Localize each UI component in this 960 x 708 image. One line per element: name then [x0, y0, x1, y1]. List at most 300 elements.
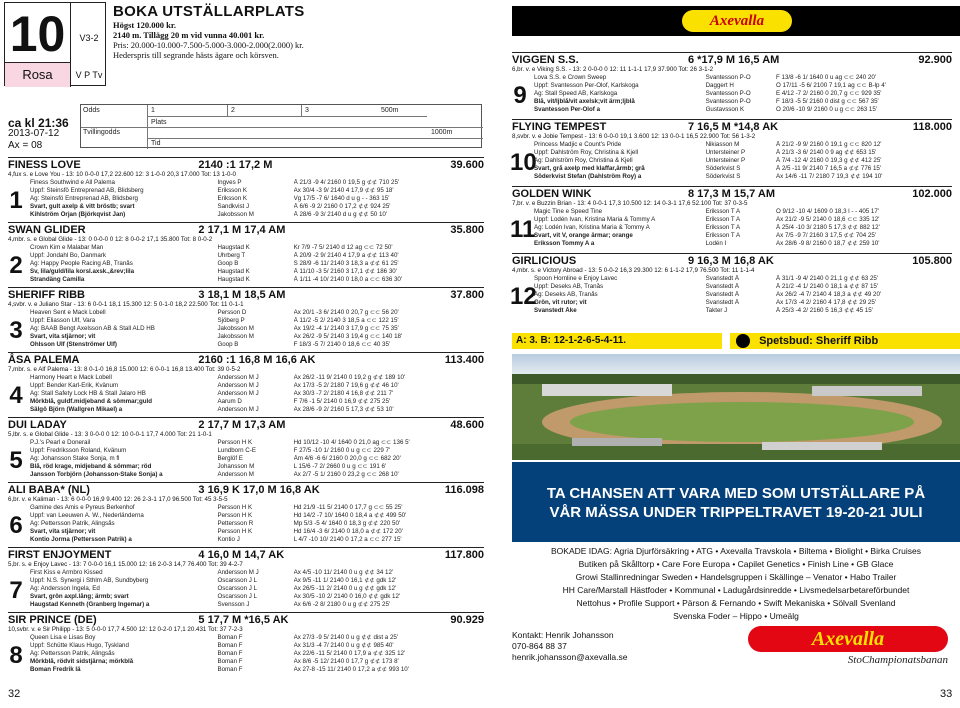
horse-pedigree: 10,svbr. v. e Sir Philipp - 13: 5 0-0-0 17,7 4.500 12: 12 0-2-0 17,1 20.431 Tot: 37 7-2-3 [8, 626, 243, 633]
start-driver: Söderkvist S [705, 173, 741, 180]
start-driver: Svanstedt Å [705, 283, 739, 290]
horse-info-line: Uppf: Lodén Ivan, Kristina Maria & Tommy A [534, 216, 656, 223]
horse-earnings: 37.800 [450, 289, 484, 301]
legend-tid: Tid [151, 140, 161, 147]
start-driver: Persson H K [217, 504, 253, 511]
banner-line-2: VÅR MÄSSA UNDER TRIPPELTRAVET 19-20-21 JULI [549, 504, 923, 521]
horse-info-line: Uppf: Deseks AB, Tranås [534, 283, 604, 290]
horse-start-number: 12 [510, 283, 537, 310]
start-driver: Lundborn C-E [217, 447, 256, 454]
start-driver: Eriksson T A [705, 224, 741, 231]
racetrack-photo [512, 354, 960, 460]
legend-c1: 1 [151, 107, 155, 114]
start-driver: Haugstad K [217, 268, 250, 275]
horse-trainer: Boman Fredrik lä [30, 666, 81, 673]
expo-line: BOKADE IDAG: Agria Djurförsäkring • ATG • Axevalla Travskola • Biltema • Biolight • Birka Cruises [551, 546, 921, 556]
horse-odds: 3 16,9 K 17,0 M 16,8 AK [198, 484, 320, 496]
horse-info-line: Äg: BAAB Bengt Axelsson AB & Stall ALD HB [30, 325, 155, 332]
start-time: ca kl 21:36 [8, 116, 69, 130]
horse-pedigree: 4,svbr. v. e Juliano Star - 13: 6 0-0-1 18,1 15.300 12: 5 0-1-0 18,2 22.500 Tot: 11 0-1-1 [8, 301, 244, 308]
race-line-4: Hederspris till segrande hästs ägare och körsven. [113, 50, 279, 60]
start-result: Ax 30/3 -7 2/ 2180 4 16,8 ⊄⊄ 211 7' [293, 390, 394, 397]
horse-name: SWAN GLIDER [8, 224, 86, 236]
horse-trainer: Ohlsson Ulf (Stenströmer Ulf) [30, 341, 117, 348]
start-driver: Boman F [217, 666, 243, 673]
start-result: Ax 26/2 -4 7/ 2140 4 18,3 a ⊄⊄ 49 20' [776, 291, 882, 298]
start-result: Hd 10/12 -10 4/ 1640 0 21,0 ag ⊂⊂ 136 5' [293, 439, 410, 446]
start-driver: Jakobsson M [217, 325, 254, 332]
horse-name: SHERIFF RIBB [8, 289, 85, 301]
horse-trainer: Kihlström Örjan (Björkqvist Jan) [30, 211, 126, 218]
race-number: 10 [5, 3, 71, 63]
start-result: Ax 17/3 -4 2/ 2160 4 17,8 ⊄⊄ 29 25' [776, 299, 876, 306]
start-driver: Boman F [217, 634, 243, 641]
start-driver: Untersteiner P [705, 149, 746, 156]
race-title: BOKA UTSTÄLLARPLATS [113, 3, 305, 20]
start-driver: Eriksson T A [705, 208, 741, 215]
start-result: Ö 9/12 -10 4/ 1609 0 18,3 l - - 405 17' [776, 208, 880, 215]
horse-entry [8, 157, 484, 222]
horse-pedigree: 6,br. v. e Kaliman - 13: 6 0-0-0 16,9 9.400 12: 26 2-3-1 17,0 96.500 Tot: 45 3-5-5 [8, 496, 228, 503]
horse-divider [512, 253, 952, 254]
expo-line: Svenska Foder – Hippo • Umeälg [673, 611, 799, 621]
horse-earnings: 113.400 [444, 354, 484, 366]
horse-earnings: 39.600 [450, 159, 484, 171]
start-driver: Goop B [217, 341, 239, 348]
horse-earnings: 105.800 [912, 255, 952, 267]
start-result: Å 31/1 -9 4/ 2140 0 21,1 g ⊄⊄ 63 25' [776, 275, 879, 282]
horse-info-line: Äg: Stall Speed AB, Karlskoga [534, 90, 618, 97]
start-driver: Andersson M [217, 471, 254, 478]
start-result: F 7/6 -1 5/ 2140 0 16,9 ⊄⊄ 275 25' [293, 398, 391, 405]
horse-divider [8, 417, 484, 418]
horse-info-line: Magic Tine e Speed Tine [534, 208, 603, 215]
horse-start-number: 8 [9, 642, 23, 669]
horse-info-line: Äg: Johansson Stake Sonja, m fl [30, 455, 120, 462]
horse-pedigree: 8,svbr. v. e Jobie Tempest - 13: 6 0-0-0 19,1 3.600 12: 13 0-0-1 16,5 22.900 Tot: 56 1-3-2 [512, 133, 756, 140]
horse-earnings: 90.929 [450, 614, 484, 626]
start-result: Å 6/6 -9 2/ 2160 0 17,2 ⊄⊄ 924 25' [293, 203, 391, 210]
start-result: Vg 17/5 -7 6/ 1640 d u g - - 363 15' [293, 195, 390, 202]
horse-info-line: Äg: Andersson Ingela, Ed [30, 585, 100, 592]
banner-line-1: TA CHANSEN ATT VARA MED SOM UTSTÄLLARE PÅ [546, 485, 926, 502]
horse-start-number: 3 [9, 317, 23, 344]
start-result: Å 20/9 -2 9/ 2140 4 17,9 a ⊄⊄ 113 40' [293, 252, 399, 259]
ab-picks: A: 3. B: 12-1-2-6-5-4-11. [512, 333, 722, 349]
start-driver: Daggert H [705, 82, 734, 89]
page-number-left: 32 [8, 688, 21, 700]
expo-line: Growi Stallinredningar Sweden • Handelsgruppen i Skällinge – Venator • Habo Trailer [575, 572, 897, 582]
horse-info-line: Äg: Dahlström Roy, Christina & Kjell [534, 157, 633, 164]
horse-info-line: P.J.'s Pearl e Donerail [30, 439, 91, 446]
exhibitor-banner [512, 462, 960, 542]
axevalla-logo-bottom [748, 626, 948, 676]
horse-info-line: Uppf: Bender Karl-Erik, Kvänum [30, 382, 119, 389]
horse-name: GOLDEN WINK [512, 188, 592, 200]
start-result: Å 1/11 -4 10/ 2140 0 18,0 a ⊂⊂ 636 30' [293, 276, 403, 283]
horse-info-line: Uppf: N.S. Synergi i Sthlm AB, Sundbyberg [30, 577, 149, 584]
start-result: Å 21/2 -9 9/ 2160 0 19,1 g ⊂⊂ 820 12' [776, 141, 882, 148]
contact-phone[interactable]: 070-864 88 37 [512, 641, 567, 651]
horse-earnings: 102.000 [912, 188, 952, 200]
start-result: Å 2/5 -11 9/ 2140 7 16,5 a ⊄⊄ 776 15' [776, 165, 882, 172]
contact-email[interactable]: henrik.johansson@axevalla.se [512, 652, 628, 662]
start-result: F 13/8 -6 1/ 1640 0 u ag ⊂⊂ 240 20' [776, 74, 876, 81]
horse-info-line: Svart, gult axelp & vitt bröstb; svart [30, 203, 135, 210]
horse-start-number: 7 [9, 577, 23, 604]
expo-line: HH Care/Marstall Hästfoder • Kommunal • Ladugårdsinredde • Livsmedelsarbetareförbundet [562, 585, 910, 595]
horse-entry [512, 52, 952, 119]
start-driver: Aarum D [217, 398, 242, 405]
start-driver: Jakobsson M [217, 211, 254, 218]
horse-info-line: Svart, vit V, orange ärmar; orange [534, 232, 633, 239]
start-result: Ax 8/6 -5 12/ 2140 0 17,7 g ⊄⊄ 173 8' [293, 658, 399, 665]
horse-trainer: Kontio Jorma (Pettersson Patrik) a [30, 536, 132, 543]
spetsbud [730, 333, 960, 349]
horse-earnings: 117.800 [444, 549, 484, 561]
start-result: L 4/7 -10 10/ 2140 0 17,2 a ⊂⊂ 277 15' [293, 536, 402, 543]
horse-info-line: Uppf: van Leeuwen A. W., Nederländerna [30, 512, 144, 519]
start-driver: Andersson M J [217, 374, 259, 381]
start-driver: Persson H K [217, 512, 253, 519]
horse-pedigree: 4,mbr. s. e Victory Abroad - 13: 5 0-0-2 16,3 29.300 12: 6 1-1-2 17,9 76.500 Tot: 11 1-1-4 [512, 267, 755, 274]
axevalla-logo: Axevalla [682, 10, 792, 32]
expo-line: Butiken på Skålltorp • Care Fore Europa • Capilet Genetics • Finish Line • GB Glace [578, 559, 894, 569]
race-line-2: 2140 m. Tillägg 20 m vid vunna 40.001 kr. [113, 30, 265, 40]
horse-entry [8, 287, 484, 352]
start-result: Ax 22/6 -11 5/ 2140 0 17,9 a ⊄⊄ 325 12' [293, 650, 406, 657]
start-result: F 27/5 -10 1/ 2160 0 u g ⊂⊂ 229 7' [293, 447, 391, 454]
start-result: S 28/9 -6 11/ 2140 3 18,3 a ⊄⊄ 61 25' [293, 260, 399, 267]
start-result: Å 11/2 -5 2/ 2140 3 18,5 a ⊂⊂ 122 15' [293, 317, 399, 324]
start-result: Å 21/2 -4 1/ 2140 0 18,1 a ⊄⊄ 87 15' [776, 283, 879, 290]
start-driver: Haugstad K [217, 244, 250, 251]
horse-info-line: Harmony Heart e Mack Lobell [30, 374, 112, 381]
start-driver: Svensson J [217, 601, 250, 608]
horse-info-line: Äg: Lodén Ivan, Kristina Maria & Tommy A [534, 224, 650, 231]
start-result: F 18/3 -5 7/ 2140 0 18,6 ⊂⊂ 40 35' [293, 341, 391, 348]
horse-name: SIR PRINCE (DE) [8, 614, 97, 626]
horse-pedigree: 4,fux s. e Love You - 13: 10 0-0-0 17,2 22.600 12: 3 1-0-0 20,3 17.000 Tot: 13 1-0-0 [8, 171, 236, 178]
horse-entry [512, 119, 952, 186]
start-driver: Oscarsson J L [217, 585, 257, 592]
horse-info-line: Svart, vita stjärnor; vit [30, 333, 96, 340]
horse-info-line: Uppf: Steinsfö Entreprenad AB, Blidsberg [30, 187, 144, 194]
horse-start-number: 6 [9, 512, 23, 539]
horse-trainer: Strandäng Camilla [30, 276, 85, 283]
horse-start-number: 4 [9, 382, 23, 409]
horse-info-line: Svart, grön axpl.lång; ärmb; svart [30, 593, 129, 600]
start-driver: Gustavsson K [705, 106, 745, 113]
horse-info-line: Blå, röd krage, midjeband & sömmar; röd [30, 463, 152, 470]
start-driver: Eriksson K [217, 195, 248, 202]
start-driver: Ingves P [217, 179, 242, 186]
start-driver: Jakobsson M [217, 333, 254, 340]
start-driver: Lodén I [705, 240, 727, 247]
horse-trainer: Eriksson Tommy A a [534, 240, 595, 247]
horse-earnings: 35.800 [450, 224, 484, 236]
horse-info-line: Blå, vit/ljblå/vit axelsk;vit ärm;ljblå [534, 98, 635, 105]
start-result: L 15/6 -7 2/ 2660 0 u g ⊂⊂ 191 6' [293, 463, 387, 470]
start-result: Ax 17/3 -5 2/ 2180 7 19,6 g ⊄⊄ 46 10' [293, 382, 399, 389]
legend-tvilling: Tvillingodds [83, 129, 120, 136]
start-result: Ax 6/6 -2 8/ 2180 0 u g ⊄⊄ 275 25' [293, 601, 391, 608]
horse-odds: 2160 :1 16,8 M 16,6 AK [198, 354, 316, 366]
start-result: Ax 28/6 -9 8/ 2160 0 18,7 ⊄⊄ 259 10' [776, 240, 880, 247]
start-driver: Sjöberg P [217, 317, 245, 324]
start-driver: Svanstedt Å [705, 291, 739, 298]
horse-divider [8, 222, 484, 223]
start-driver: Berglöf E [217, 455, 243, 462]
start-result: Åm 4/6 -6 6/ 2160 0 20,0 g ⊂⊂ 682 20' [293, 455, 401, 462]
spetsbud-text: Spetsbud: Sheriff Ribb [759, 335, 879, 347]
horse-divider [512, 52, 952, 53]
horse-pedigree: 7,br. v. e Buzzin Brian - 13: 4 0-0-1 17,3 10.500 12: 14 0-3-1 17,6 52.100 Tot: 37 0-3-5 [512, 200, 748, 207]
start-result: Ax 26/2 -11 9/ 2140 0 19,2 g ⊄⊄ 189 10' [293, 374, 406, 381]
start-result: Hd 21/9 -11 5/ 2140 0 17,7 g ⊂⊂ 55 25' [293, 504, 403, 511]
start-driver: Andersson M J [217, 382, 259, 389]
start-result: F 18/3 -5 5/ 2160 0 dist g ⊂⊂ 567 35' [776, 98, 879, 105]
start-result: Å 21/3 -9 4/ 2160 0 19,5 g ⊄⊄ 710 25' [293, 179, 400, 186]
horse-info-line: Äg: Steinsfö Entreprenad AB, Blidsberg [30, 195, 139, 202]
horse-info-line: Sv, lila/guld/lila korsl.axsk.,&rev;lila [30, 268, 135, 275]
horse-divider [8, 612, 484, 613]
horse-info-line: Äg: Stall Safety Lock HB & Stall Jalaro HB [30, 390, 146, 397]
horse-name: ALI BABA* (NL) [8, 484, 90, 496]
start-result: Ö 20/6 -10 9/ 2160 0 u g ⊂⊂ 263 15' [776, 106, 877, 113]
horse-earnings: 92.900 [918, 54, 952, 66]
horse-earnings: 48.600 [450, 419, 484, 431]
start-result: Ax 14/6 -11 7/ 2180 7 19,3 ⊄⊄ 194 10' [776, 173, 883, 180]
horse-info-line: Heaven Sent e Mack Lobell [30, 309, 106, 316]
horse-name: ÅSA PALEMA [8, 354, 80, 366]
start-driver: Boman F [217, 650, 243, 657]
horse-info-line: Lova S.S. e Crown Sweep [534, 74, 607, 81]
horse-info-line: Uppf: Eliasson Ulf, Vara [30, 317, 96, 324]
horse-divider [512, 186, 952, 187]
contact-name: Kontakt: Henrik Johansson [512, 630, 614, 640]
horse-info-line: Uppf: Schütte Klaus Hugo, Tyskland [30, 642, 129, 649]
horse-entry [8, 352, 484, 417]
horse-info-line: Princess Madjic e Count's Pride [534, 141, 622, 148]
horse-odds: 2140 :1 17,2 M [198, 159, 273, 171]
horse-name: FINESS LOVE [8, 159, 81, 171]
horse-odds: 2 17,7 M 17,3 AM [198, 419, 286, 431]
horse-info-line: Grön, vit rutor; vit [534, 299, 587, 306]
horse-info-line: Gamine des Amis e Pyreus Berkenhof [30, 504, 135, 511]
start-driver: Svanstedt Å [705, 275, 739, 282]
start-driver: Sandkvist J [217, 203, 250, 210]
start-driver: Oscarsson J L [217, 593, 257, 600]
horse-odds: 8 17,3 M 15,7 AM [688, 188, 776, 200]
horse-pedigree: 6,br. v. e Viking S.S. - 13: 2 0-0-0 0 12: 11 1-1-1 17,9 37.900 Tot: 26 3-1-2 [512, 66, 714, 73]
start-driver: Svantesson P-O [705, 98, 751, 105]
horse-info-line: Äg: Happy People Racing AB, Tranås [30, 260, 133, 267]
horse-pedigree: 5,lbr. s. e Global Glide - 13: 3 0-0-0 0 12: 10 0-0-1 17,7 4.000 Tot: 21 1-0-1 [8, 431, 212, 438]
logo2-text: Axevalla [748, 626, 948, 652]
start-result: Ax 4/5 -10 11/ 2140 0 u g ⊄⊄ 34 12' [293, 569, 394, 576]
start-driver: Persson H K [217, 528, 253, 535]
horse-info-line: Uppf: Fredriksson Roland, Kvänum [30, 447, 127, 454]
start-result: Ax 31/3 -4 7/ 2140 0 u g ⊄⊄ 985 40' [293, 642, 394, 649]
horse-odds: 5 17,7 M *16,5 AK [198, 614, 289, 626]
horse-trainer: Svantesson Per-Olof a [534, 106, 601, 113]
horse-entry [8, 417, 484, 482]
horse-odds: 2 17,1 M 17,4 AM [198, 224, 286, 236]
horse-info-line: Uppf: Dahlström Roy, Christina & Kjell [534, 149, 639, 156]
horse-divider [8, 482, 484, 483]
legend-c2: 2 [231, 107, 235, 114]
start-result: Mp 5/3 -5 4/ 1640 0 18,3 g ⊄⊄ 220 50' [293, 520, 401, 527]
horse-name: FLYING TEMPEST [512, 121, 607, 133]
start-result: Ax 9/5 -11 1/ 2140 0 16,1 ⊄⊄ gdk 12' [293, 577, 397, 584]
start-result: Ax 30/4 -3 9/ 2140 4 17,9 ⊄⊄ 95 18' [293, 187, 394, 194]
start-driver: Söderkvist S [705, 165, 741, 172]
horse-divider [512, 119, 952, 120]
horse-name: VIGGEN S.S. [512, 54, 579, 66]
start-driver: Kontio J [217, 536, 240, 543]
horse-trainer: Haugstad Kenneth (Granberg Ingemar) a [30, 601, 150, 608]
start-driver: Johansson M [217, 463, 255, 470]
horse-name: FIRST ENJOYMENT [8, 549, 112, 561]
start-driver: Goop B [217, 260, 239, 267]
horse-pedigree: 5,br. s. e Enjoy Lavec - 13: 7 0-0-0 16,1 15.000 12: 16 2-0-3 14,7 76.400 Tot: 39 4-2-7 [8, 561, 243, 568]
start-result: Ax 2/7 -5 1/ 2160 0 23,2 g ⊂⊂ 268 10' [293, 471, 399, 478]
horse-info-line: Queen Lisa e Lisas Boy [30, 634, 96, 641]
start-result: Å 28/6 -9 3/ 2140 d u g ⊄⊄ 50 10' [293, 211, 388, 218]
tv-label: V P Tv [75, 70, 103, 80]
horse-odds: 9 16,3 M 16,8 AK [688, 255, 774, 267]
start-driver: Eriksson T A [705, 232, 741, 239]
horse-trainer: Svanstedt Åke [534, 307, 577, 314]
start-result: Hd 16/4 -3 6/ 2140 0 18,0 a ⊄⊄ 172 20' [293, 528, 403, 535]
horse-info-line: Uppf: Svantesson Per-Olof, Karlskoga [534, 82, 639, 89]
expo-line: Nettohus • Profile Support • Pärson & Fernando • Swift Mekaniska • Sölvall Svenland [576, 598, 896, 608]
start-driver: Pettersson R [217, 520, 254, 527]
start-result: Å 11/10 -3 5/ 2160 3 17,1 ⊄⊄ 186 30' [293, 268, 397, 275]
start-result: Å 21/3 -3 6/ 2140 0 9 ag ⊄⊄ 653 15' [776, 149, 877, 156]
start-result: Ax 26/2 -9 5/ 2140 3 19,4 g ⊂⊂ 140 18' [293, 333, 403, 340]
race-line-3: Pris: 20.000-10.000-7.500-5.000-3.000-2.000(2.000) kr. [113, 40, 304, 50]
legend-odds: Odds [83, 107, 100, 114]
horse-divider [8, 287, 484, 288]
horse-start-number: 2 [9, 252, 23, 279]
horse-info-line: Äg: Pettersson Patrik, Alingsås [30, 520, 115, 527]
start-result: Ax 30/5 -10 2/ 2140 0 16,0 ⊄⊄ gdk 12' [293, 593, 401, 600]
legend-500m: 500m [381, 107, 399, 114]
start-result: Ax 26/5 -11 2/ 2140 0 u g ⊄⊄ gdk 12' [293, 585, 397, 592]
horse-trainer: Jansson Torbjörn (Johansson-Stake Sonja) a [30, 471, 163, 478]
horse-info-line: First Kiss e Armbro Kissed [30, 569, 103, 576]
exhibitor-list [512, 545, 960, 623]
horse-start-number: 5 [9, 447, 23, 474]
race-header-box [4, 2, 106, 86]
start-driver: Boman F [217, 658, 243, 665]
logo2-subtitle: StoChampionatsbanan [847, 654, 948, 666]
contact-block [512, 630, 627, 663]
start-result: Ö 17/11 -5 6/ 2100 7 19,1 ag ⊂⊂ B-lp 4' [776, 82, 886, 89]
start-result: Kr 7/9 -7 5/ 2140 d 12 ag ⊂⊂ 72 50' [293, 244, 393, 251]
horse-name: DUI LADAY [8, 419, 67, 431]
start-driver: Haugstad K [217, 276, 250, 283]
start-result: Å 25/4 -10 3/ 2180 5 17,3 ⊄⊄ 882 12' [776, 224, 880, 231]
horse-divider [8, 157, 484, 158]
horse-info-line: Uppf: Jondahl Bo, Danmark [30, 252, 107, 259]
horse-trainer: Sälgö Björn (Wallgren Mikael) a [30, 406, 123, 413]
horse-info-line: Mörkblå, guldf.midjeband & sömmar;guld [30, 398, 153, 405]
race-line-1: Högst 120.000 kr. [113, 20, 176, 30]
legend-1000m: 1000m [431, 129, 453, 136]
horse-earnings: 116.098 [444, 484, 484, 496]
horse-odds: 6 *17,9 M 16,5 AM [688, 54, 780, 66]
horse-info-line: Svart, grå axelp med klaffar,ärmb; grå [534, 165, 645, 172]
horse-info-line: Crown Kim e Malabar Man [30, 244, 104, 251]
legend-box [80, 104, 482, 148]
start-driver: Eriksson K [217, 187, 248, 194]
start-result: Hd 14/2 -7 10/ 1640 0 18,4 a ⊄⊄ 499 50' [293, 512, 407, 519]
start-driver: Svantesson P-O [705, 74, 751, 81]
horse-trainer: Söderkvist Stefan (Dahlström Roy) a [534, 173, 642, 180]
legend-c3: 3 [305, 107, 309, 114]
start-driver: Eriksson T A [705, 216, 741, 223]
start-result: Ax 20/1 -3 6/ 2140 0 20,7 g ⊂⊂ 56 20' [293, 309, 399, 316]
track-code: Ax = 08 [8, 140, 43, 151]
color-name: Rosa [5, 63, 71, 87]
start-result: Å 7/4 -12 4/ 2160 0 19,3 g ⊄⊄ 412 25' [776, 157, 882, 164]
start-result: Ax 19/2 -4 1/ 2140 3 17,9 g ⊂⊂ 75 35' [293, 325, 399, 332]
start-result: E 4/12 -7 2/ 2160 0 20,7 g ⊂⊂ 929 35' [776, 90, 882, 97]
horse-entry [512, 186, 952, 253]
start-driver: Boman F [217, 642, 243, 649]
start-result: Å 25/3 -4 2/ 2160 5 16,3 ⊄⊄ 45 15' [776, 307, 873, 314]
horse-divider [8, 547, 484, 548]
start-result: Ax 7/5 -9 7/ 2160 3 17,5 ⊄⊄ 704 25' [776, 232, 876, 239]
spel-icon [736, 334, 750, 348]
horse-name: GIRLICIOUS [512, 255, 577, 267]
horse-start-number: 1 [9, 187, 23, 214]
horse-odds: 4 16,0 M 14,7 AK [198, 549, 285, 561]
horse-start-number: 11 [510, 216, 536, 243]
horse-odds: 7 16,5 M *14,8 AK [688, 121, 779, 133]
horse-entry [512, 253, 952, 320]
horse-entry [8, 222, 484, 287]
start-driver: Nikiasson M [705, 141, 740, 148]
horse-info-line: Svart, vita stjärnor; vit [30, 528, 96, 535]
start-driver: Andersson M J [217, 406, 259, 413]
horse-info-line: Finess Southwind e All Palema [30, 179, 115, 186]
horse-info-line: Mörkblå, rödvit sidstjärna; mörkblå [30, 658, 134, 665]
horse-entry [8, 482, 484, 547]
start-driver: Svanstedt Å [705, 299, 739, 306]
race-date: 2013-07-12 [8, 128, 60, 139]
start-driver: Andersson M J [217, 569, 259, 576]
start-driver: Persson D [217, 309, 247, 316]
start-result: Ax 27-8 -15 11/ 2140 0 17,2 a ⊄⊄ 993 10' [293, 666, 409, 673]
horse-info-line: Äg: Pettersson Patrik, Alingsås [30, 650, 115, 657]
start-driver: Untersteiner P [705, 157, 746, 164]
start-driver: Svantesson P-O [705, 90, 751, 97]
horse-earnings: 118.000 [912, 121, 952, 133]
start-result: Ax 27/3 -9 5/ 2140 0 u g ⊄⊄ dist a 25' [293, 634, 399, 641]
horse-start-number: 10 [510, 149, 537, 176]
start-driver: Oscarsson J L [217, 577, 257, 584]
horse-divider [8, 352, 484, 353]
horse-info-line: Spoon Hornline e Enjoy Lavec [534, 275, 618, 282]
legend-plats: Plats [151, 119, 167, 126]
horse-info-line: Äg: Deseks AB, Tranås [534, 291, 598, 298]
horse-entry [8, 612, 484, 677]
start-driver: Uhrberg T [217, 252, 246, 259]
